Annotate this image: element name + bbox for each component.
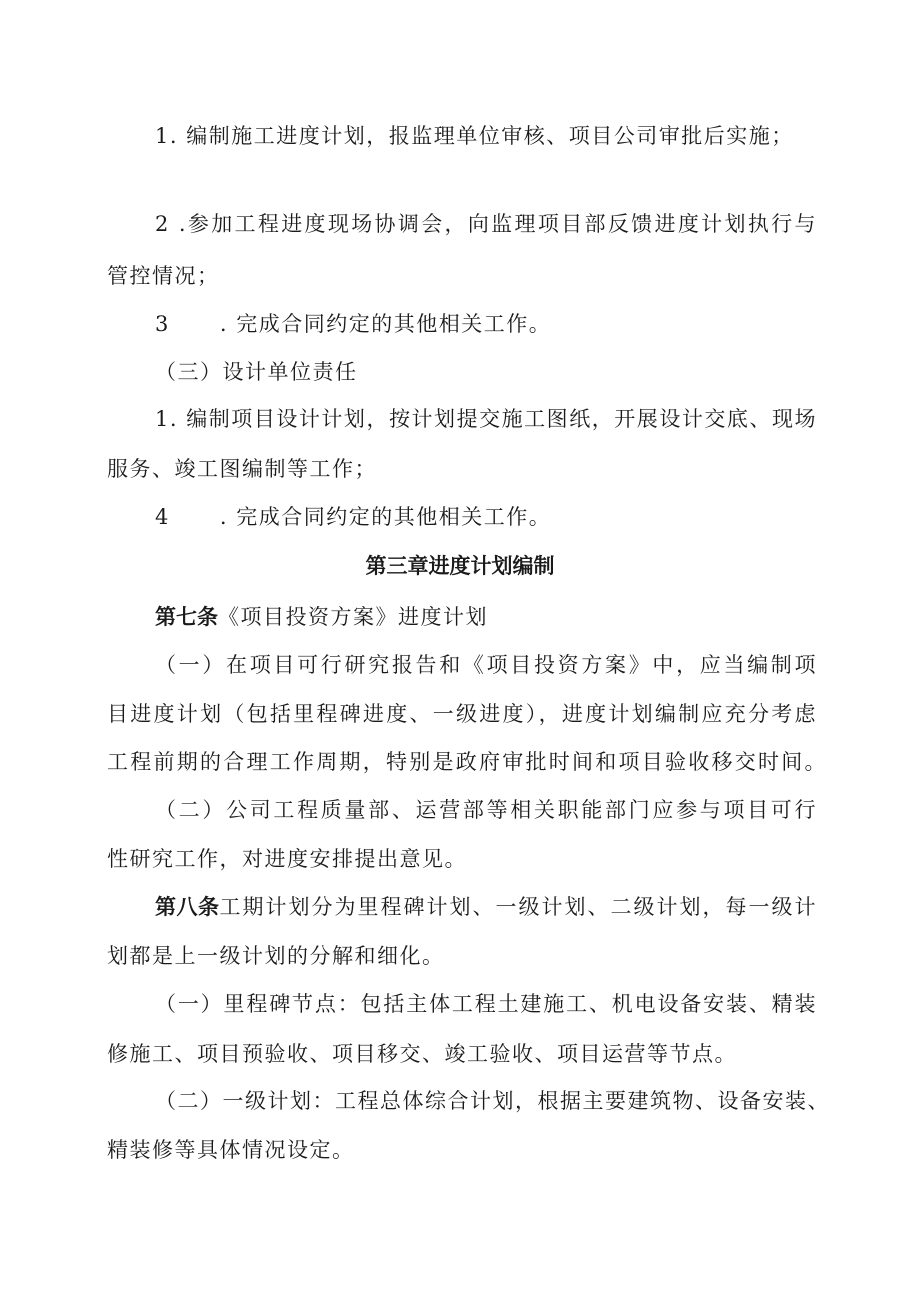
article-7-heading <box>155 603 488 631</box>
article-label: 第八条 <box>155 895 220 919</box>
item-text: . 完成合同约定的其他相关工作。 <box>219 312 552 336</box>
article-8-para-1-line-1: （一）里程碑节点：包括主体工程土建施工、机电设备安装、精装 <box>155 992 817 1016</box>
article-7-para-2-line-2: 性研究工作，对进度安排提出意见。 <box>107 847 467 871</box>
paragraph-item-3 <box>155 310 551 338</box>
paragraph-design-4 <box>155 503 551 531</box>
article-label: 第七条 <box>155 605 218 629</box>
item-number: 3 <box>155 312 170 336</box>
article-8-para-1-line-2: 修施工、项目预验收、项目移交、竣工验收、项目运营等节点。 <box>107 1042 737 1066</box>
article-7-para-1-line-3: 工程前期的合理工作周期，特别是政府审批时间和项目验收移交时间。 <box>107 750 827 774</box>
item-number: 4 <box>155 505 170 529</box>
paragraph-item-2-line-1: 2 .参加工程进度现场协调会，向监理项目部反馈进度计划执行与 <box>155 212 817 236</box>
paragraph-design-1-line-2: 服务、竣工图编制等工作； <box>107 457 377 481</box>
chapter-title: 第三章进度计划编制 <box>365 554 555 578</box>
article-8-line-2: 划都是上一级计划的分解和细化。 <box>107 944 445 968</box>
section-title-design-unit: （三）设计单位责任 <box>155 360 358 384</box>
article-7-para-1-line-1: （一）在项目可行研究报告和《项目投资方案》中，应当编制项 <box>155 653 817 677</box>
article-8-line-1 <box>155 893 817 921</box>
article-7-para-1-line-2: 目进度计划（包括里程碑进度、一级进度），进度计划编制应充分考虑 <box>107 702 817 726</box>
paragraph-item-2-line-2: 管控情况； <box>107 264 220 288</box>
article-7-para-2-line-1: （二）公司工程质量部、运营部等相关职能部门应参与项目可行 <box>155 798 817 822</box>
article-text: 工期计划分为里程碑计划、一级计划、二级计划，每一级计 <box>219 895 817 919</box>
item-text: . 完成合同约定的其他相关工作。 <box>219 505 552 529</box>
paragraph-item-1: 1. 编制施工进度计划，报监理单位审核、项目公司审批后实施； <box>155 124 794 148</box>
article-8-para-2-line-1: （二）一级计划：工程总体综合计划，根据主要建筑物、设备安装、 <box>155 1089 830 1113</box>
paragraph-design-1-line-1: 1. 编制项目设计计划，按计划提交施工图纸，开展设计交底、现场 <box>155 407 817 431</box>
article-8-para-2-line-2: 精装修等具体情况设定。 <box>107 1138 355 1162</box>
article-text: 《项目投资方案》进度计划 <box>218 605 488 629</box>
